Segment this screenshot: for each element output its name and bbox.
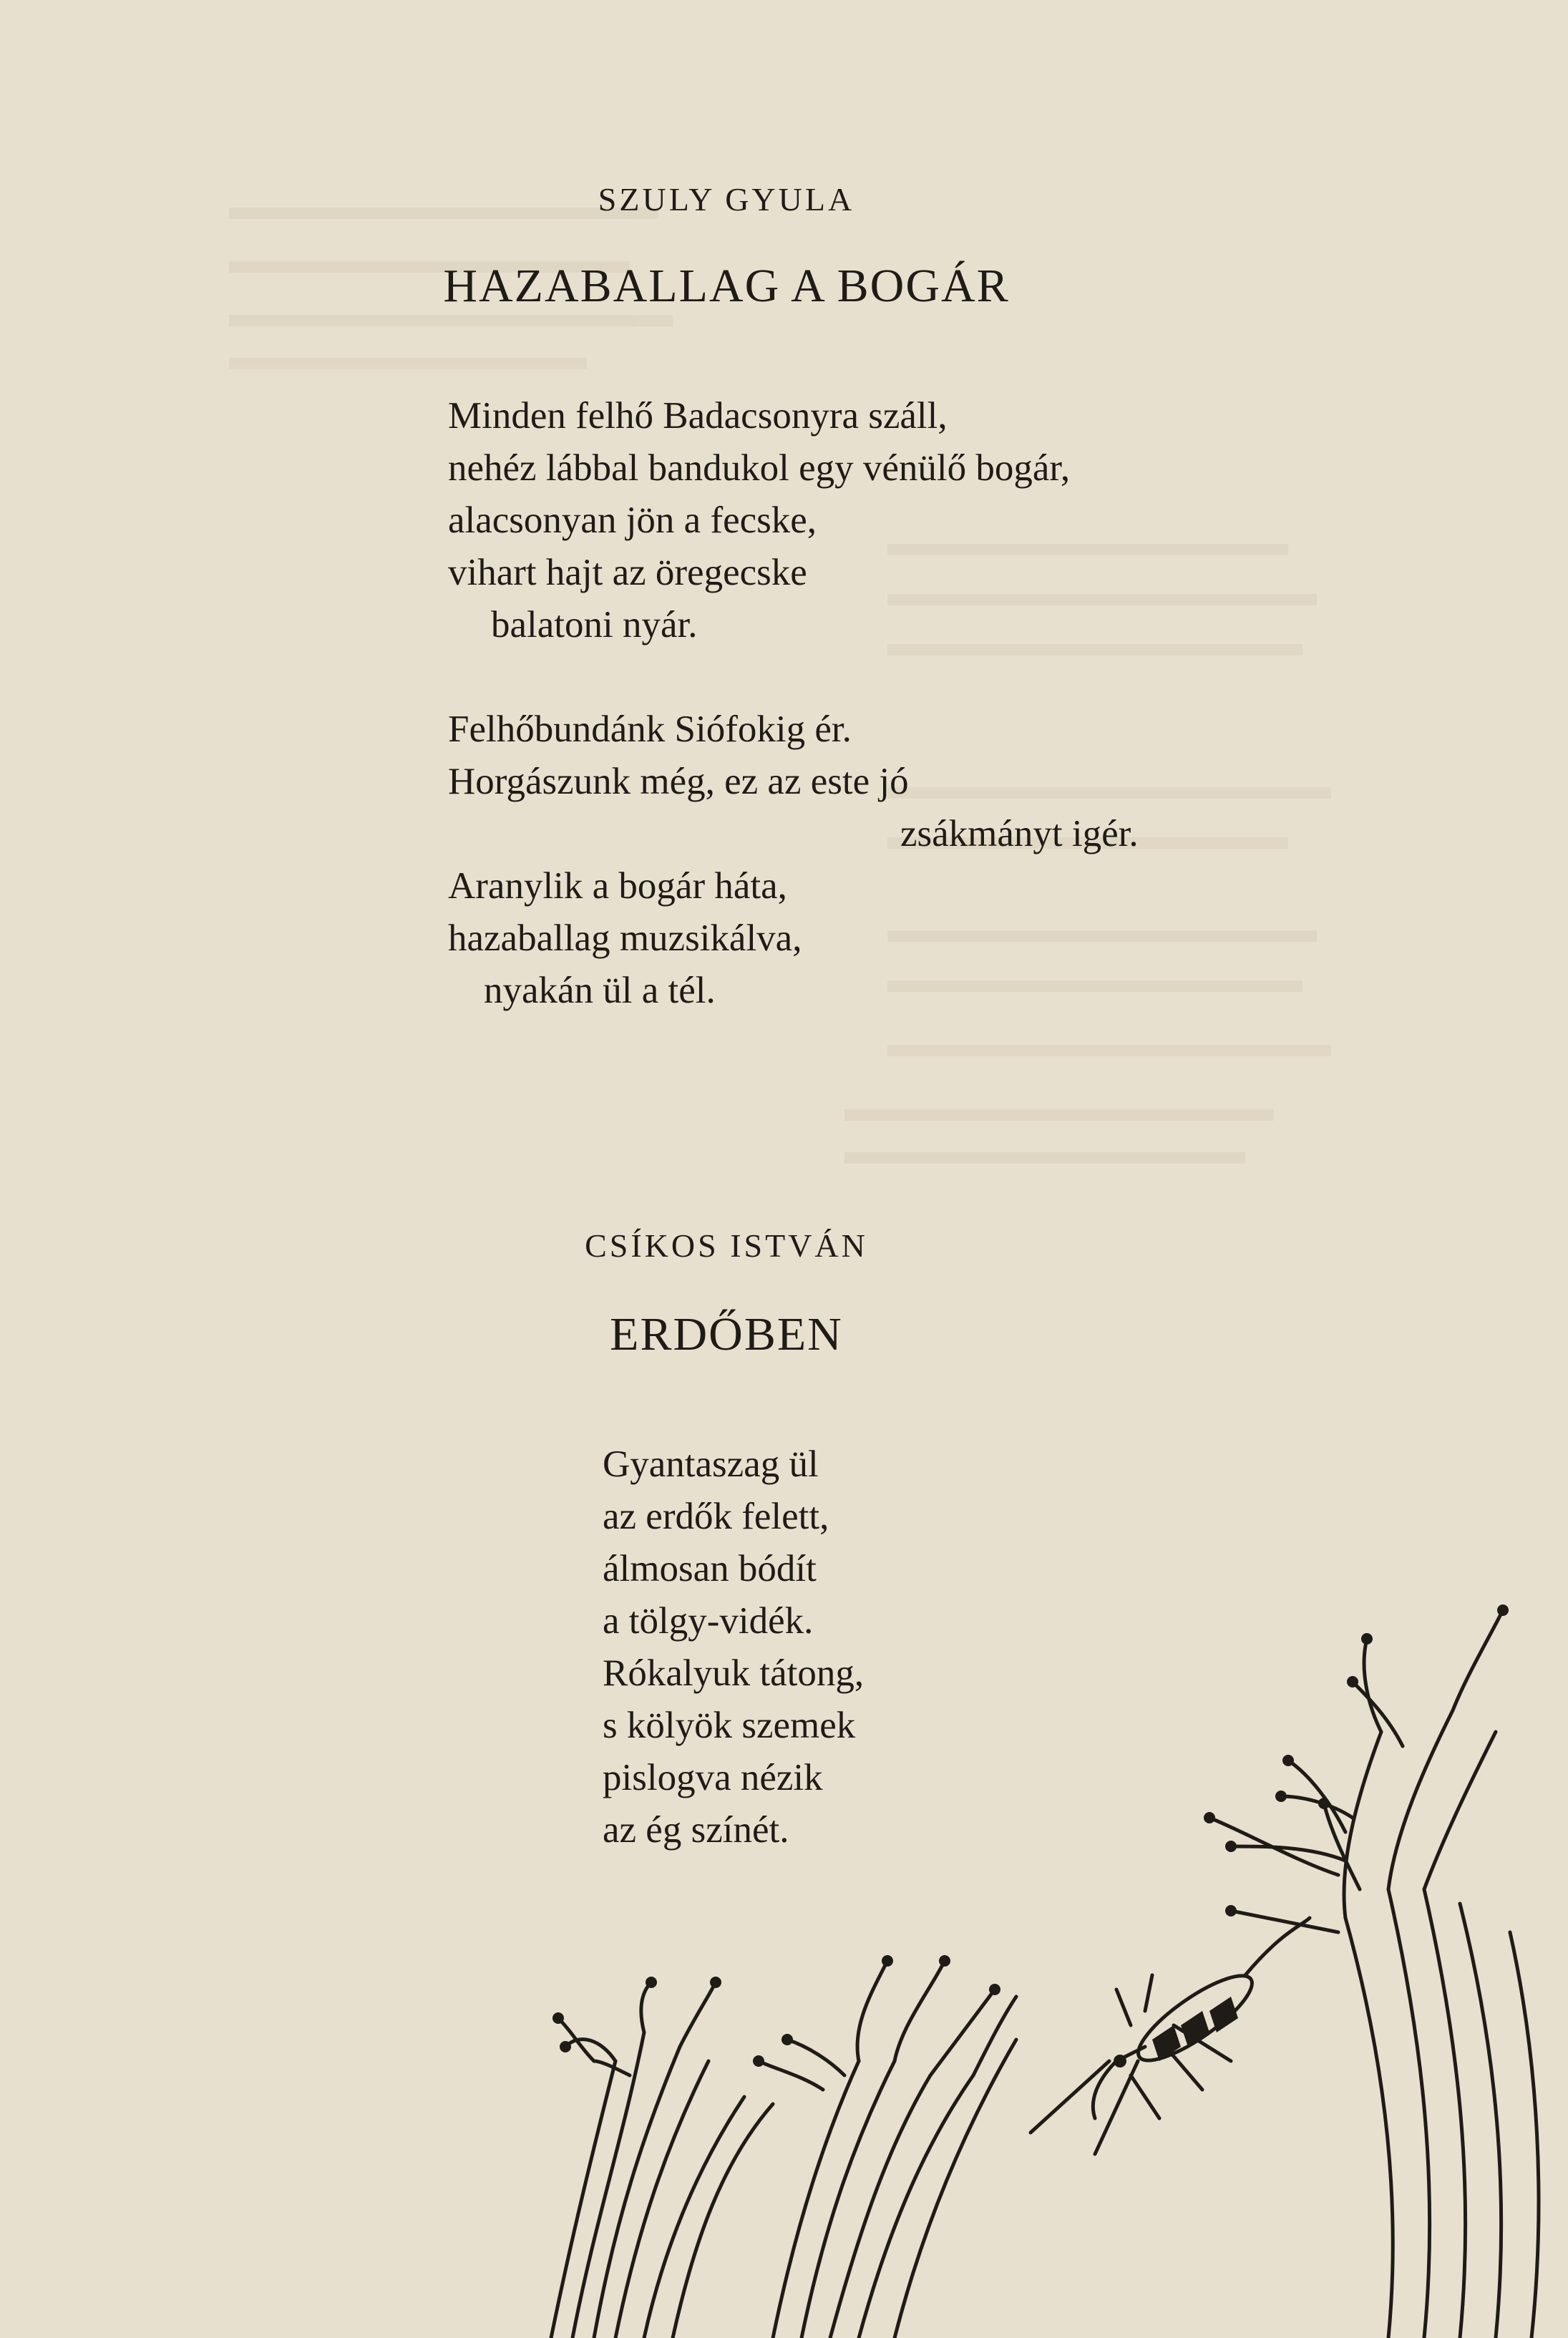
poem-1-line: hazaballag muzsikálva, [448, 917, 802, 959]
poem-2-line: álmosan bódít [603, 1548, 817, 1589]
poem-1-line: Felhőbundánk Siófokig ér. [448, 708, 852, 750]
poem-1-line: nyakán ül a tél. [484, 970, 716, 1011]
poem-1-line: nehéz lábbal bandukol egy vénülő bogár, [448, 447, 1071, 489]
poem-1-line: Aranylik a bogár háta, [448, 865, 787, 907]
poem-1-line: Minden felhő Badacsonyra száll, [448, 395, 948, 437]
poem-2-line: az erdők felett, [603, 1496, 829, 1537]
poem-2-line: Rókalyuk tátong, [603, 1652, 865, 1694]
poem-1-line: Horgászunk még, ez az este jó [448, 761, 909, 802]
poem-2-line: az ég színét. [603, 1809, 789, 1851]
poem-2-line: s kölyök szemek [603, 1705, 856, 1746]
poem-1-title: HAZABALLAG A BOGÁR [443, 260, 1010, 312]
poem-2-title: ERDŐBEN [610, 1308, 843, 1360]
poem-2-line: Gyantaszag ül [603, 1443, 819, 1485]
poem-2-line: pislogva nézik [603, 1757, 823, 1798]
poem-1-line: zsákmányt igér. [900, 813, 1139, 854]
poem-2-line: a tölgy-vidék. [603, 1600, 814, 1642]
poem-1-line: vihart hajt az öregecske [448, 552, 807, 593]
poem-1-line: balatoni nyár. [491, 604, 698, 646]
poem-2-author: CSÍKOS ISTVÁN [585, 1227, 868, 1264]
poem-1-author: SZULY GYULA [598, 181, 855, 218]
poem-1-line: alacsonyan jön a fecske, [448, 500, 817, 541]
